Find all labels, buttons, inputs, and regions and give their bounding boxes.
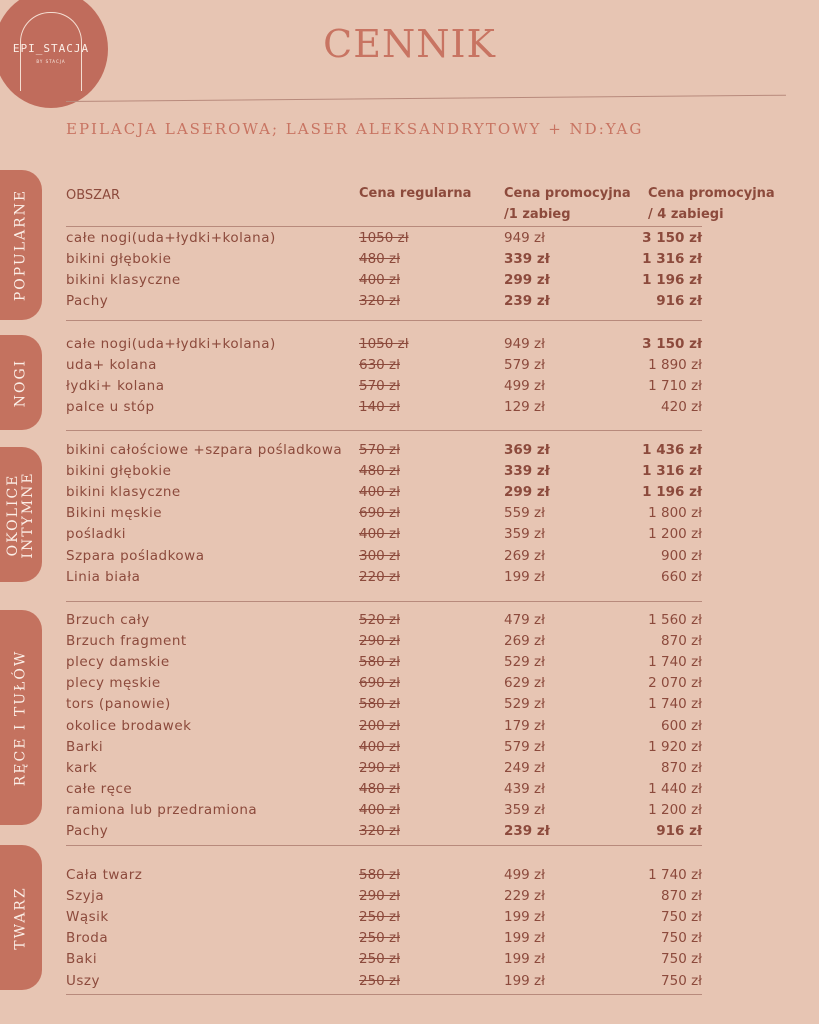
regular-price: 1050 zł (359, 230, 409, 246)
regular-price: 570 zł (359, 378, 400, 395)
promo-price-4: 420 zł (661, 399, 702, 416)
price-row (0, 484, 819, 505)
price-row (0, 823, 819, 844)
area-name: Broda (66, 930, 109, 947)
promo-price-4: 916 zł (656, 823, 702, 839)
promo-price-1: 949 zł (504, 336, 545, 352)
area-name: plecy męskie (66, 675, 161, 692)
regular-price: 400 zł (359, 272, 400, 289)
promo-price-1: 359 zł (504, 526, 545, 543)
price-row (0, 230, 819, 251)
promo-price-4: 3 150 zł (642, 336, 702, 352)
logo-subtext: BY STACJA (36, 59, 66, 64)
column-header-promo1-sub: /1 zabieg (504, 207, 571, 222)
price-row (0, 633, 819, 654)
promo-price-1: 529 zł (504, 696, 545, 713)
area-name: bikini klasyczne (66, 484, 181, 501)
promo-price-1: 359 zł (504, 801, 545, 818)
promo-price-1: 339 zł (504, 251, 550, 268)
regular-price: 400 zł (359, 484, 400, 501)
regular-price: 400 zł (359, 801, 400, 818)
promo-price-1: 249 zł (504, 759, 545, 776)
price-row (0, 675, 819, 696)
price-row (0, 718, 819, 739)
regular-price: 250 zł (359, 951, 400, 968)
promo-price-1: 559 zł (504, 505, 545, 522)
price-row (0, 505, 819, 526)
regular-price: 250 zł (359, 972, 400, 989)
promo-price-4: 870 zł (661, 633, 702, 650)
promo-price-1: 269 zł (504, 547, 545, 564)
price-row (0, 526, 819, 547)
promo-price-1: 179 zł (504, 717, 545, 734)
promo-price-1: 269 zł (504, 633, 545, 650)
promo-price-4: 2 070 zł (648, 675, 702, 692)
price-row (0, 930, 819, 951)
regular-price: 140 zł (359, 399, 400, 416)
area-name: kark (66, 759, 98, 776)
area-name: Pachy (66, 293, 109, 310)
promo-price-4: 1 740 zł (648, 696, 702, 713)
promo-price-4: 750 zł (661, 930, 702, 947)
promo-price-4: 1 316 zł (642, 463, 702, 480)
section-label: POPULARNE (12, 188, 29, 302)
promo-price-4: 1 316 zł (642, 251, 702, 268)
regular-price: 580 zł (359, 867, 400, 883)
promo-price-1: 129 zł (504, 399, 545, 416)
regular-price: 480 zł (359, 251, 400, 268)
promo-price-4: 1 440 zł (648, 780, 702, 797)
price-row (0, 548, 819, 569)
area-name: Uszy (66, 972, 100, 989)
price-row (0, 909, 819, 930)
area-name: ramiona lub przedramiona (66, 801, 258, 818)
promo-price-4: 900 zł (661, 547, 702, 564)
section-divider (66, 601, 702, 602)
price-row (0, 293, 819, 314)
promo-price-1: 499 zł (504, 378, 545, 395)
promo-price-1: 229 zł (504, 888, 545, 905)
area-name: Pachy (66, 823, 109, 839)
promo-price-1: 199 zł (504, 951, 545, 968)
area-name: Brzuch fragment (66, 633, 187, 650)
price-row (0, 951, 819, 972)
regular-price: 1050 zł (359, 336, 409, 352)
price-row (0, 399, 819, 420)
column-header-regular: Cena regularna (359, 186, 472, 201)
area-name: okolice brodawek (66, 717, 192, 734)
area-name: łydki+ kolana (66, 378, 165, 395)
promo-price-1: 239 zł (504, 823, 550, 839)
regular-price: 580 zł (359, 696, 400, 713)
area-name: tors (panowie) (66, 696, 171, 713)
area-name: Cała twarz (66, 867, 143, 883)
area-name: Barki (66, 738, 104, 755)
section-label: NOGI (12, 358, 29, 407)
price-row (0, 357, 819, 378)
table-end-divider (66, 994, 702, 995)
promo-price-1: 199 zł (504, 972, 545, 989)
section-divider (66, 320, 702, 321)
promo-price-1: 439 zł (504, 780, 545, 797)
price-row (0, 739, 819, 760)
regular-price: 290 zł (359, 633, 400, 650)
area-name: Linia biała (66, 568, 141, 585)
regular-price: 300 zł (359, 547, 400, 564)
regular-price: 580 zł (359, 654, 400, 671)
page-subtitle: EPILACJA LASEROWA; LASER ALEKSANDRYTOWY + ND:YAG (66, 120, 644, 138)
promo-price-4: 916 zł (656, 293, 702, 310)
price-row (0, 888, 819, 909)
title-divider (66, 95, 786, 102)
promo-price-4: 750 zł (661, 972, 702, 989)
promo-price-1: 499 zł (504, 867, 545, 883)
promo-price-4: 750 zł (661, 909, 702, 926)
regular-price: 290 zł (359, 888, 400, 905)
logo-name: EPI_STACJA (12, 42, 90, 55)
promo-price-1: 479 zł (504, 612, 545, 628)
promo-price-1: 579 zł (504, 357, 545, 374)
promo-price-1: 529 zł (504, 654, 545, 671)
promo-price-4: 3 150 zł (642, 230, 702, 246)
price-row (0, 251, 819, 272)
area-name: całe nogi(uda+łydki+kolana) (66, 336, 276, 352)
promo-price-4: 1 200 zł (648, 526, 702, 543)
promo-price-1: 199 zł (504, 909, 545, 926)
price-row (0, 654, 819, 675)
promo-price-4: 1 196 zł (642, 484, 702, 501)
promo-price-4: 1 710 zł (648, 378, 702, 395)
regular-price: 690 zł (359, 505, 400, 522)
promo-price-4: 1 890 zł (648, 357, 702, 374)
regular-price: 320 zł (359, 293, 400, 310)
promo-price-4: 660 zł (661, 568, 702, 585)
section-label: OKOLICE INTYMNE (5, 470, 36, 559)
price-row (0, 973, 819, 994)
area-name: Baki (66, 951, 98, 968)
area-name: całe nogi(uda+łydki+kolana) (66, 230, 276, 246)
area-name: Brzuch cały (66, 612, 150, 628)
price-row (0, 463, 819, 484)
price-row (0, 272, 819, 293)
promo-price-4: 1 740 zł (648, 654, 702, 671)
column-header-area: OBSZAR (66, 188, 121, 203)
price-row (0, 867, 819, 888)
area-name: palce u stóp (66, 399, 155, 416)
promo-price-4: 1 200 zł (648, 801, 702, 818)
promo-price-1: 199 zł (504, 568, 545, 585)
price-row (0, 336, 819, 357)
area-name: plecy damskie (66, 654, 170, 671)
column-header-promo4: Cena promocyjna (648, 186, 775, 201)
section-divider (66, 845, 702, 846)
area-name: Szpara pośladkowa (66, 547, 205, 564)
regular-price: 690 zł (359, 675, 400, 692)
promo-price-4: 870 zł (661, 888, 702, 905)
regular-price: 220 zł (359, 568, 400, 585)
area-name: Szyja (66, 888, 105, 905)
price-row (0, 569, 819, 590)
area-name: uda+ kolana (66, 357, 157, 374)
promo-price-4: 1 436 zł (642, 442, 702, 458)
page-title: CENNIK (323, 22, 496, 66)
regular-price: 520 zł (359, 612, 400, 628)
area-name: całe ręce (66, 780, 133, 797)
area-name: bikini głębokie (66, 463, 172, 480)
promo-price-1: 339 zł (504, 463, 550, 480)
promo-price-1: 369 zł (504, 442, 550, 458)
regular-price: 570 zł (359, 442, 400, 458)
regular-price: 200 zł (359, 717, 400, 734)
promo-price-4: 750 zł (661, 951, 702, 968)
promo-price-1: 299 zł (504, 484, 550, 501)
area-name: bikini głębokie (66, 251, 172, 268)
price-row (0, 612, 819, 633)
regular-price: 630 zł (359, 357, 400, 374)
area-name: Bikini męskie (66, 505, 163, 522)
promo-price-4: 1 560 zł (648, 612, 702, 628)
promo-price-4: 1 920 zł (648, 738, 702, 755)
regular-price: 400 zł (359, 738, 400, 755)
promo-price-1: 239 zł (504, 293, 550, 310)
regular-price: 480 zł (359, 780, 400, 797)
section-label: RĘCE I TUŁÓW (12, 649, 29, 786)
price-row (0, 781, 819, 802)
area-name: Wąsik (66, 909, 109, 926)
price-row (0, 696, 819, 717)
price-row (0, 760, 819, 781)
area-name: bikini całościowe +szpara pośladkowa (66, 442, 343, 458)
promo-price-4: 870 zł (661, 759, 702, 776)
promo-price-1: 949 zł (504, 230, 545, 246)
column-header-promo4-sub: / 4 zabiegi (648, 207, 724, 222)
promo-price-4: 600 zł (661, 717, 702, 734)
promo-price-1: 579 zł (504, 738, 545, 755)
section-divider (66, 430, 702, 431)
column-header-promo1: Cena promocyjna (504, 186, 631, 201)
regular-price: 400 zł (359, 526, 400, 543)
regular-price: 250 zł (359, 930, 400, 947)
section-divider (66, 226, 702, 227)
promo-price-4: 1 196 zł (642, 272, 702, 289)
regular-price: 290 zł (359, 759, 400, 776)
area-name: bikini klasyczne (66, 272, 181, 289)
price-row (0, 378, 819, 399)
price-row (0, 802, 819, 823)
regular-price: 320 zł (359, 823, 400, 839)
promo-price-1: 629 zł (504, 675, 545, 692)
promo-price-1: 299 zł (504, 272, 550, 289)
price-row (0, 442, 819, 463)
regular-price: 480 zł (359, 463, 400, 480)
area-name: pośladki (66, 526, 127, 543)
promo-price-4: 1 740 zł (648, 867, 702, 883)
promo-price-4: 1 800 zł (648, 505, 702, 522)
regular-price: 250 zł (359, 909, 400, 926)
section-label: TWARZ (12, 885, 29, 950)
promo-price-1: 199 zł (504, 930, 545, 947)
